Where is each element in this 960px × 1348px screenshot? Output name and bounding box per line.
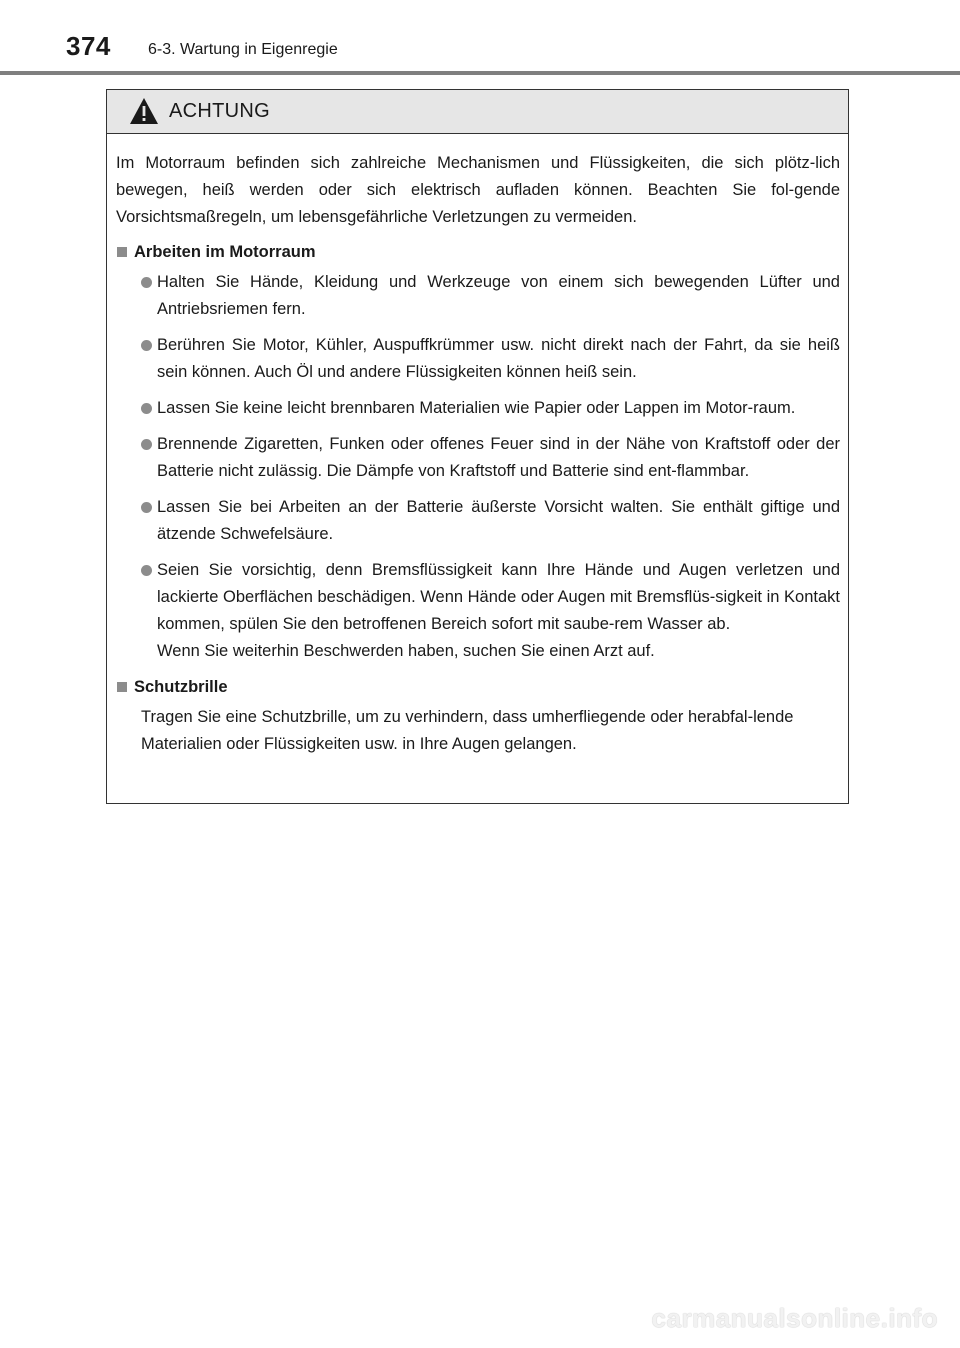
warning-triangle-icon	[129, 97, 159, 125]
circle-bullet-icon	[141, 277, 152, 288]
page-header	[0, 0, 960, 76]
caution-box	[106, 89, 849, 804]
list-item-text: Halten Sie Hände, Kleidung und Werkzeuge von einem sich bewegenden Lüfter und Antriebsriemen fern.	[157, 273, 840, 318]
list-item	[116, 431, 840, 485]
page-number: 374	[66, 31, 111, 61]
caution-label: ACHTUNG	[169, 100, 270, 122]
list-item	[116, 332, 840, 386]
circle-bullet-icon	[141, 439, 152, 450]
circle-bullet-icon	[141, 340, 152, 351]
list-item-text: Lassen Sie keine leicht brennbaren Materialien wie Papier oder Lappen im Motor-raum.	[157, 399, 796, 417]
list-item-text: Berühren Sie Motor, Kühler, Auspuffkrümmer usw. nicht direkt nach der Fahrt, da sie heiß sein können. Auch Öl und andere Flüssigkeiten können heiß sein.	[157, 336, 840, 381]
subheading-engine-compartment	[116, 239, 840, 266]
list-item	[116, 494, 840, 548]
subheading-safety-glasses	[116, 674, 840, 701]
caution-intro: Im Motorraum befinden sich zahlreiche Mechanismen und Flüssigkeiten, die sich plötz-lich bewegen, heiß werden oder sich elektrisch aufladen können. Beachten Sie fol-gende Vorsichtsmaßregeln, um lebensgefährliche Verletzungen zu vermeiden.	[116, 154, 840, 226]
subheading-text: Arbeiten im Motorraum	[134, 243, 316, 261]
safety-glasses-text: Tragen Sie eine Schutzbrille, um zu verhindern, dass umherfliegende oder herabfal-lende Materialien oder Flüssigkeiten usw. in Ihre Augen gelangen.	[141, 708, 794, 753]
header-divider	[0, 71, 960, 75]
subheading-text: Schutzbrille	[134, 678, 228, 696]
caution-body	[107, 134, 848, 758]
list-item	[116, 557, 840, 665]
square-bullet-icon	[117, 247, 127, 257]
caution-header	[107, 90, 848, 134]
watermark: carmanualsonline.info	[651, 1303, 938, 1333]
circle-bullet-icon	[141, 565, 152, 576]
circle-bullet-icon	[141, 403, 152, 414]
list-item	[116, 269, 840, 323]
list-item-text: Seien Sie vorsichtig, denn Bremsflüssigkeit kann Ihre Hände und Augen verletzen und lackierte Oberflächen beschädigen. Wenn Hände oder Augen mit Bremsflüs-sigkeit in Kontakt kommen, spülen Sie den betroffenen Bereich sofort mit saube-rem Wasser ab.	[157, 561, 840, 633]
square-bullet-icon	[117, 682, 127, 692]
list-item-text: Brennende Zigaretten, Funken oder offenes Feuer sind in der Nähe von Kraftstoff oder der Batterie nicht zulässig. Die Dämpfe von Kraftstoff und Batterie sind ent-flammbar.	[157, 435, 840, 480]
list-item-extra-text: Wenn Sie weiterhin Beschwerden haben, suchen Sie einen Arzt auf.	[157, 642, 655, 660]
list-item	[116, 395, 840, 422]
circle-bullet-icon	[141, 502, 152, 513]
section-title: 6-3. Wartung in Eigenregie	[148, 41, 338, 58]
list-item-text: Lassen Sie bei Arbeiten an der Batterie äußerste Vorsicht walten. Sie enthält giftige und ätzende Schwefelsäure.	[157, 498, 840, 543]
